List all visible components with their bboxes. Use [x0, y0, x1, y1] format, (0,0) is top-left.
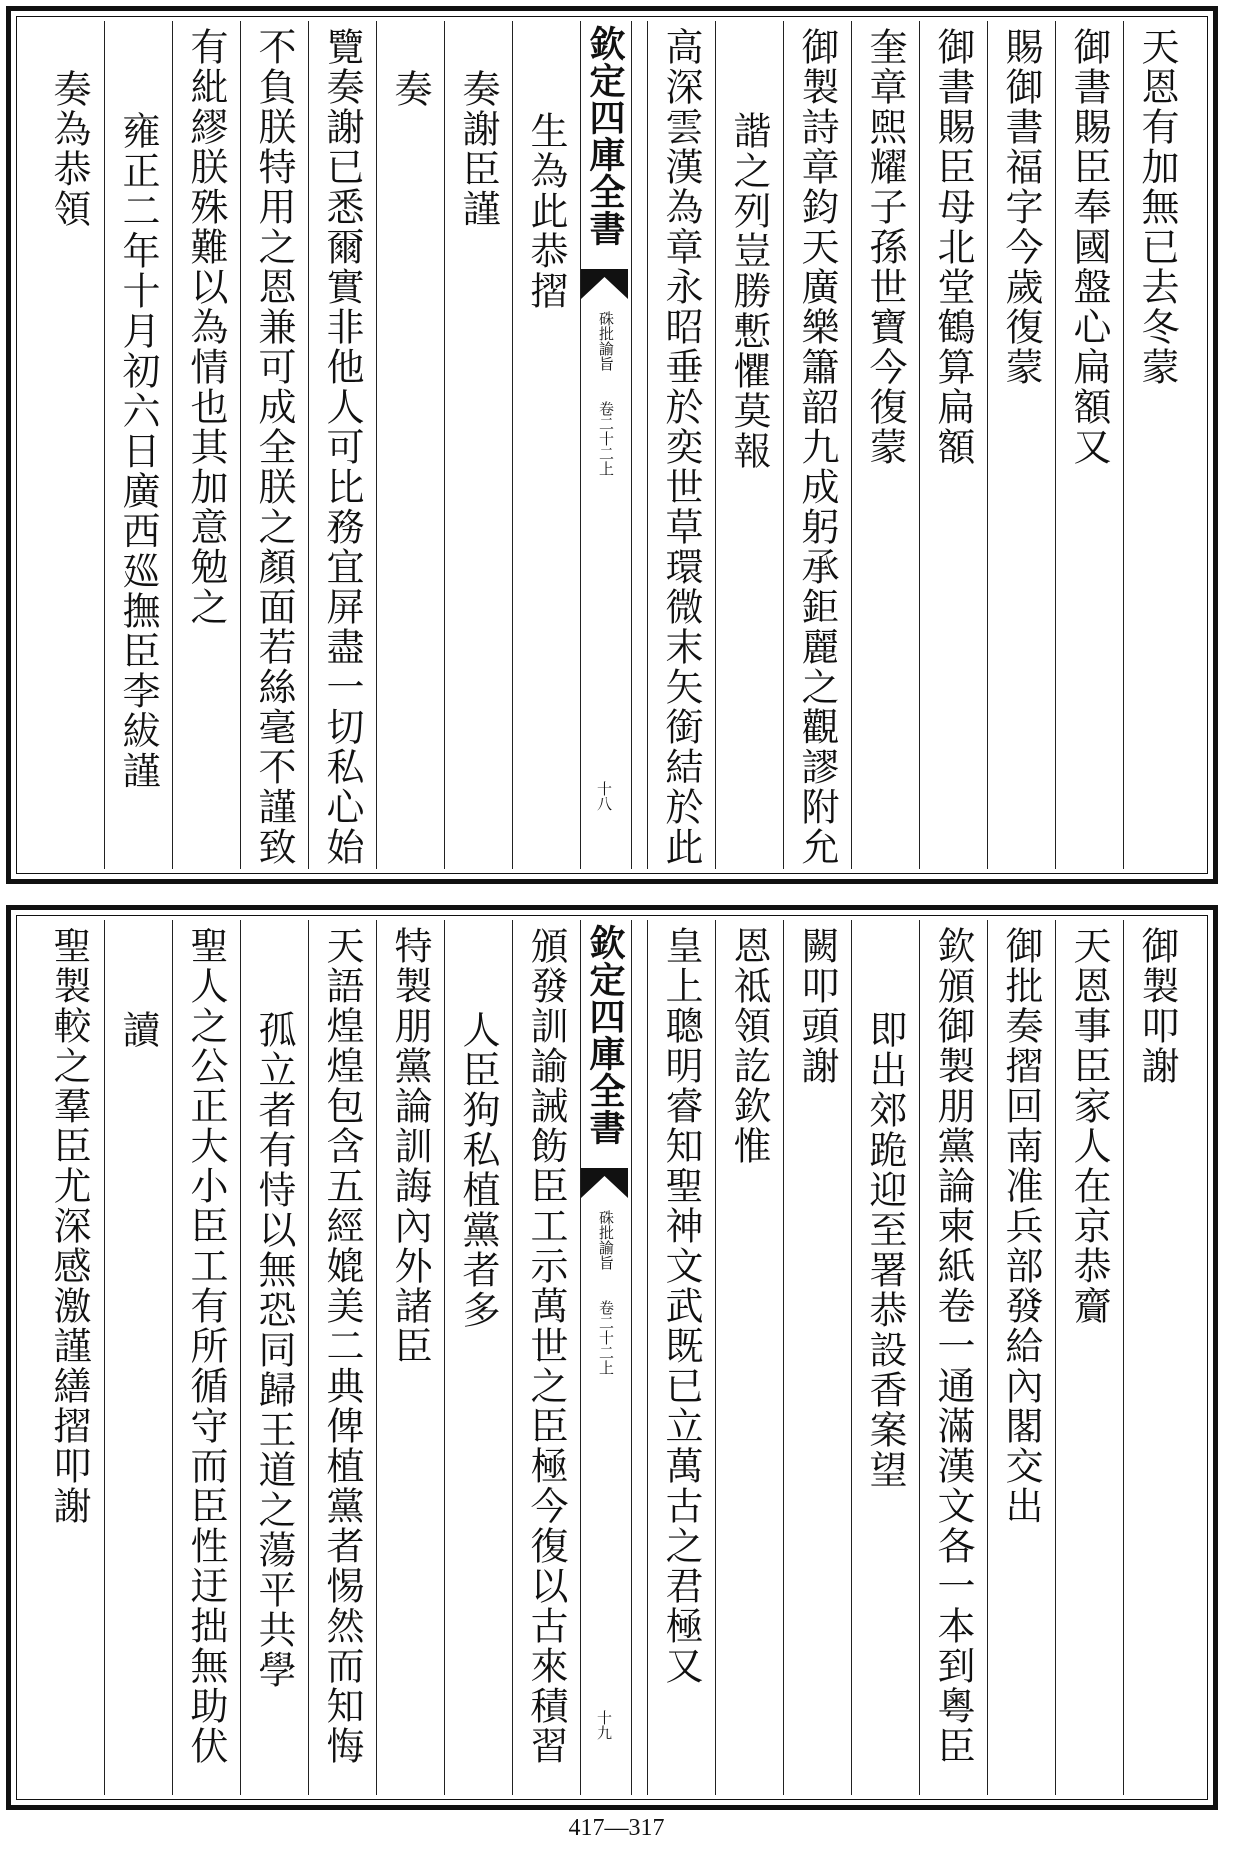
volume-label: 卷二十二上: [597, 1300, 615, 1375]
text-column: [783, 920, 851, 1795]
text-column: [36, 21, 104, 869]
text-column: [172, 920, 240, 1795]
text-column: [1123, 920, 1191, 1795]
column-text: 高深雲漢為章永昭垂於奕世草環微末矢銜結於此: [659, 27, 703, 867]
text-column: [240, 21, 308, 869]
text-column: [376, 21, 444, 869]
column-text: 御書賜臣母北堂鶴算扁額: [931, 27, 975, 467]
text-column: [715, 920, 783, 1795]
text-column: [851, 21, 919, 869]
text-column: [647, 21, 715, 869]
column-text: 奏為恭領: [47, 69, 91, 229]
column-text: 讀: [116, 1010, 160, 1050]
text-column: [240, 920, 308, 1795]
text-column: [1055, 920, 1123, 1795]
column-text: 有紕繆朕殊難以為情也其加意勉之: [184, 27, 228, 627]
fishtail-mark: [581, 269, 628, 299]
top-page: [6, 6, 1218, 884]
footer-page-ref: 417—317: [568, 1815, 665, 1841]
column-text: 天恩有加無已去冬蒙: [1135, 27, 1179, 387]
column-text: 覽奏謝已悉爾實非他人可比務宜屏盡一切私心始: [320, 27, 364, 867]
column-text: 雍正二年十月初六日廣西廵撫臣李紱謹: [116, 111, 160, 791]
text-column: [308, 21, 376, 869]
text-column: [987, 21, 1055, 869]
column-text: 天恩事臣家人在京恭齎: [1067, 926, 1111, 1326]
column-text: 御批奏摺回南准兵部發給內閣交出: [999, 926, 1043, 1526]
text-column: [376, 920, 444, 1795]
fishtail-mark: [581, 1168, 628, 1198]
column-text: 人臣狗私植黨者多: [456, 1010, 500, 1330]
column-text: 天語煌煌包含五經媲美二典俾植黨者惕然而知悔: [320, 926, 364, 1766]
column-text: 皇上聰明睿知聖神文武既已立萬古之君極又: [659, 926, 703, 1686]
page-number: 十九: [595, 1710, 613, 1740]
library-title: 欽定四庫全書: [584, 924, 626, 1146]
text-column: [715, 21, 783, 869]
column-text: 御書賜臣奉國盤心扁額又: [1067, 27, 1111, 467]
text-column: [919, 21, 987, 869]
column-text: 即出郊跪迎至署恭設香案望: [863, 1010, 907, 1490]
text-column: [308, 920, 376, 1795]
text-column: [104, 920, 172, 1795]
column-text: 奎章煕耀子孫世寶今復蒙: [863, 27, 907, 467]
page-number: 十八: [595, 781, 613, 811]
column-text: 不負朕特用之恩兼可成全朕之顏面若絲毫不謹致: [252, 27, 296, 867]
volume-label: 卷二十二上: [597, 401, 615, 476]
column-text: 賜御書福字今歲復蒙: [999, 27, 1043, 387]
text-column: [444, 21, 512, 869]
column-text: 諧之列豈勝慙懼莫報: [727, 111, 771, 471]
bottom-page-text-area: [21, 920, 1203, 1795]
column-text: 孤立者有恃以無恐同歸王道之蕩平共學: [252, 1010, 296, 1690]
text-column: [851, 920, 919, 1795]
text-column: [512, 920, 580, 1795]
text-column: [647, 920, 715, 1795]
center-fold-column: [580, 21, 632, 869]
column-text: 聖人之公正大小臣工有所循守而臣性迂拙無助伏: [184, 926, 228, 1766]
column-text: 聖製較之羣臣尤深感激謹繕摺叩謝: [47, 926, 91, 1526]
center-fold-column: [580, 920, 632, 1795]
top-page-text-area: [21, 21, 1203, 869]
column-text: 御製詩章鈞天廣樂簫韶九成躬承鉅麗之觀謬附允: [795, 27, 839, 867]
library-title: 欽定四庫全書: [584, 25, 626, 247]
column-text: 闕叩頭謝: [795, 926, 839, 1086]
text-column: [444, 920, 512, 1795]
text-column: [104, 21, 172, 869]
text-column: [36, 920, 104, 1795]
column-text: 恩祗領訖欽惟: [727, 926, 771, 1166]
text-column: [987, 920, 1055, 1795]
text-column: [1123, 21, 1191, 869]
section-title: 硃批諭旨: [597, 1210, 615, 1270]
column-text: 頒發訓諭誡飭臣工示萬世之臣極今復以古來積習: [524, 926, 568, 1766]
text-column: [783, 21, 851, 869]
text-column: [1055, 21, 1123, 869]
column-text: 特製朋黨論訓誨內外諸臣: [388, 926, 432, 1366]
text-column: [172, 21, 240, 869]
text-column: [919, 920, 987, 1795]
column-text: 奏: [388, 69, 432, 109]
column-text: 欽頒御製朋黨論柬紙卷一通滿漢文各一本到粵臣: [931, 926, 975, 1766]
column-text: 奏謝臣謹: [456, 69, 500, 229]
column-text: 御製叩謝: [1135, 926, 1179, 1086]
column-text: 生為此恭摺: [524, 111, 568, 311]
section-title: 硃批諭旨: [597, 311, 615, 371]
text-column: [512, 21, 580, 869]
bottom-page: [6, 905, 1218, 1810]
